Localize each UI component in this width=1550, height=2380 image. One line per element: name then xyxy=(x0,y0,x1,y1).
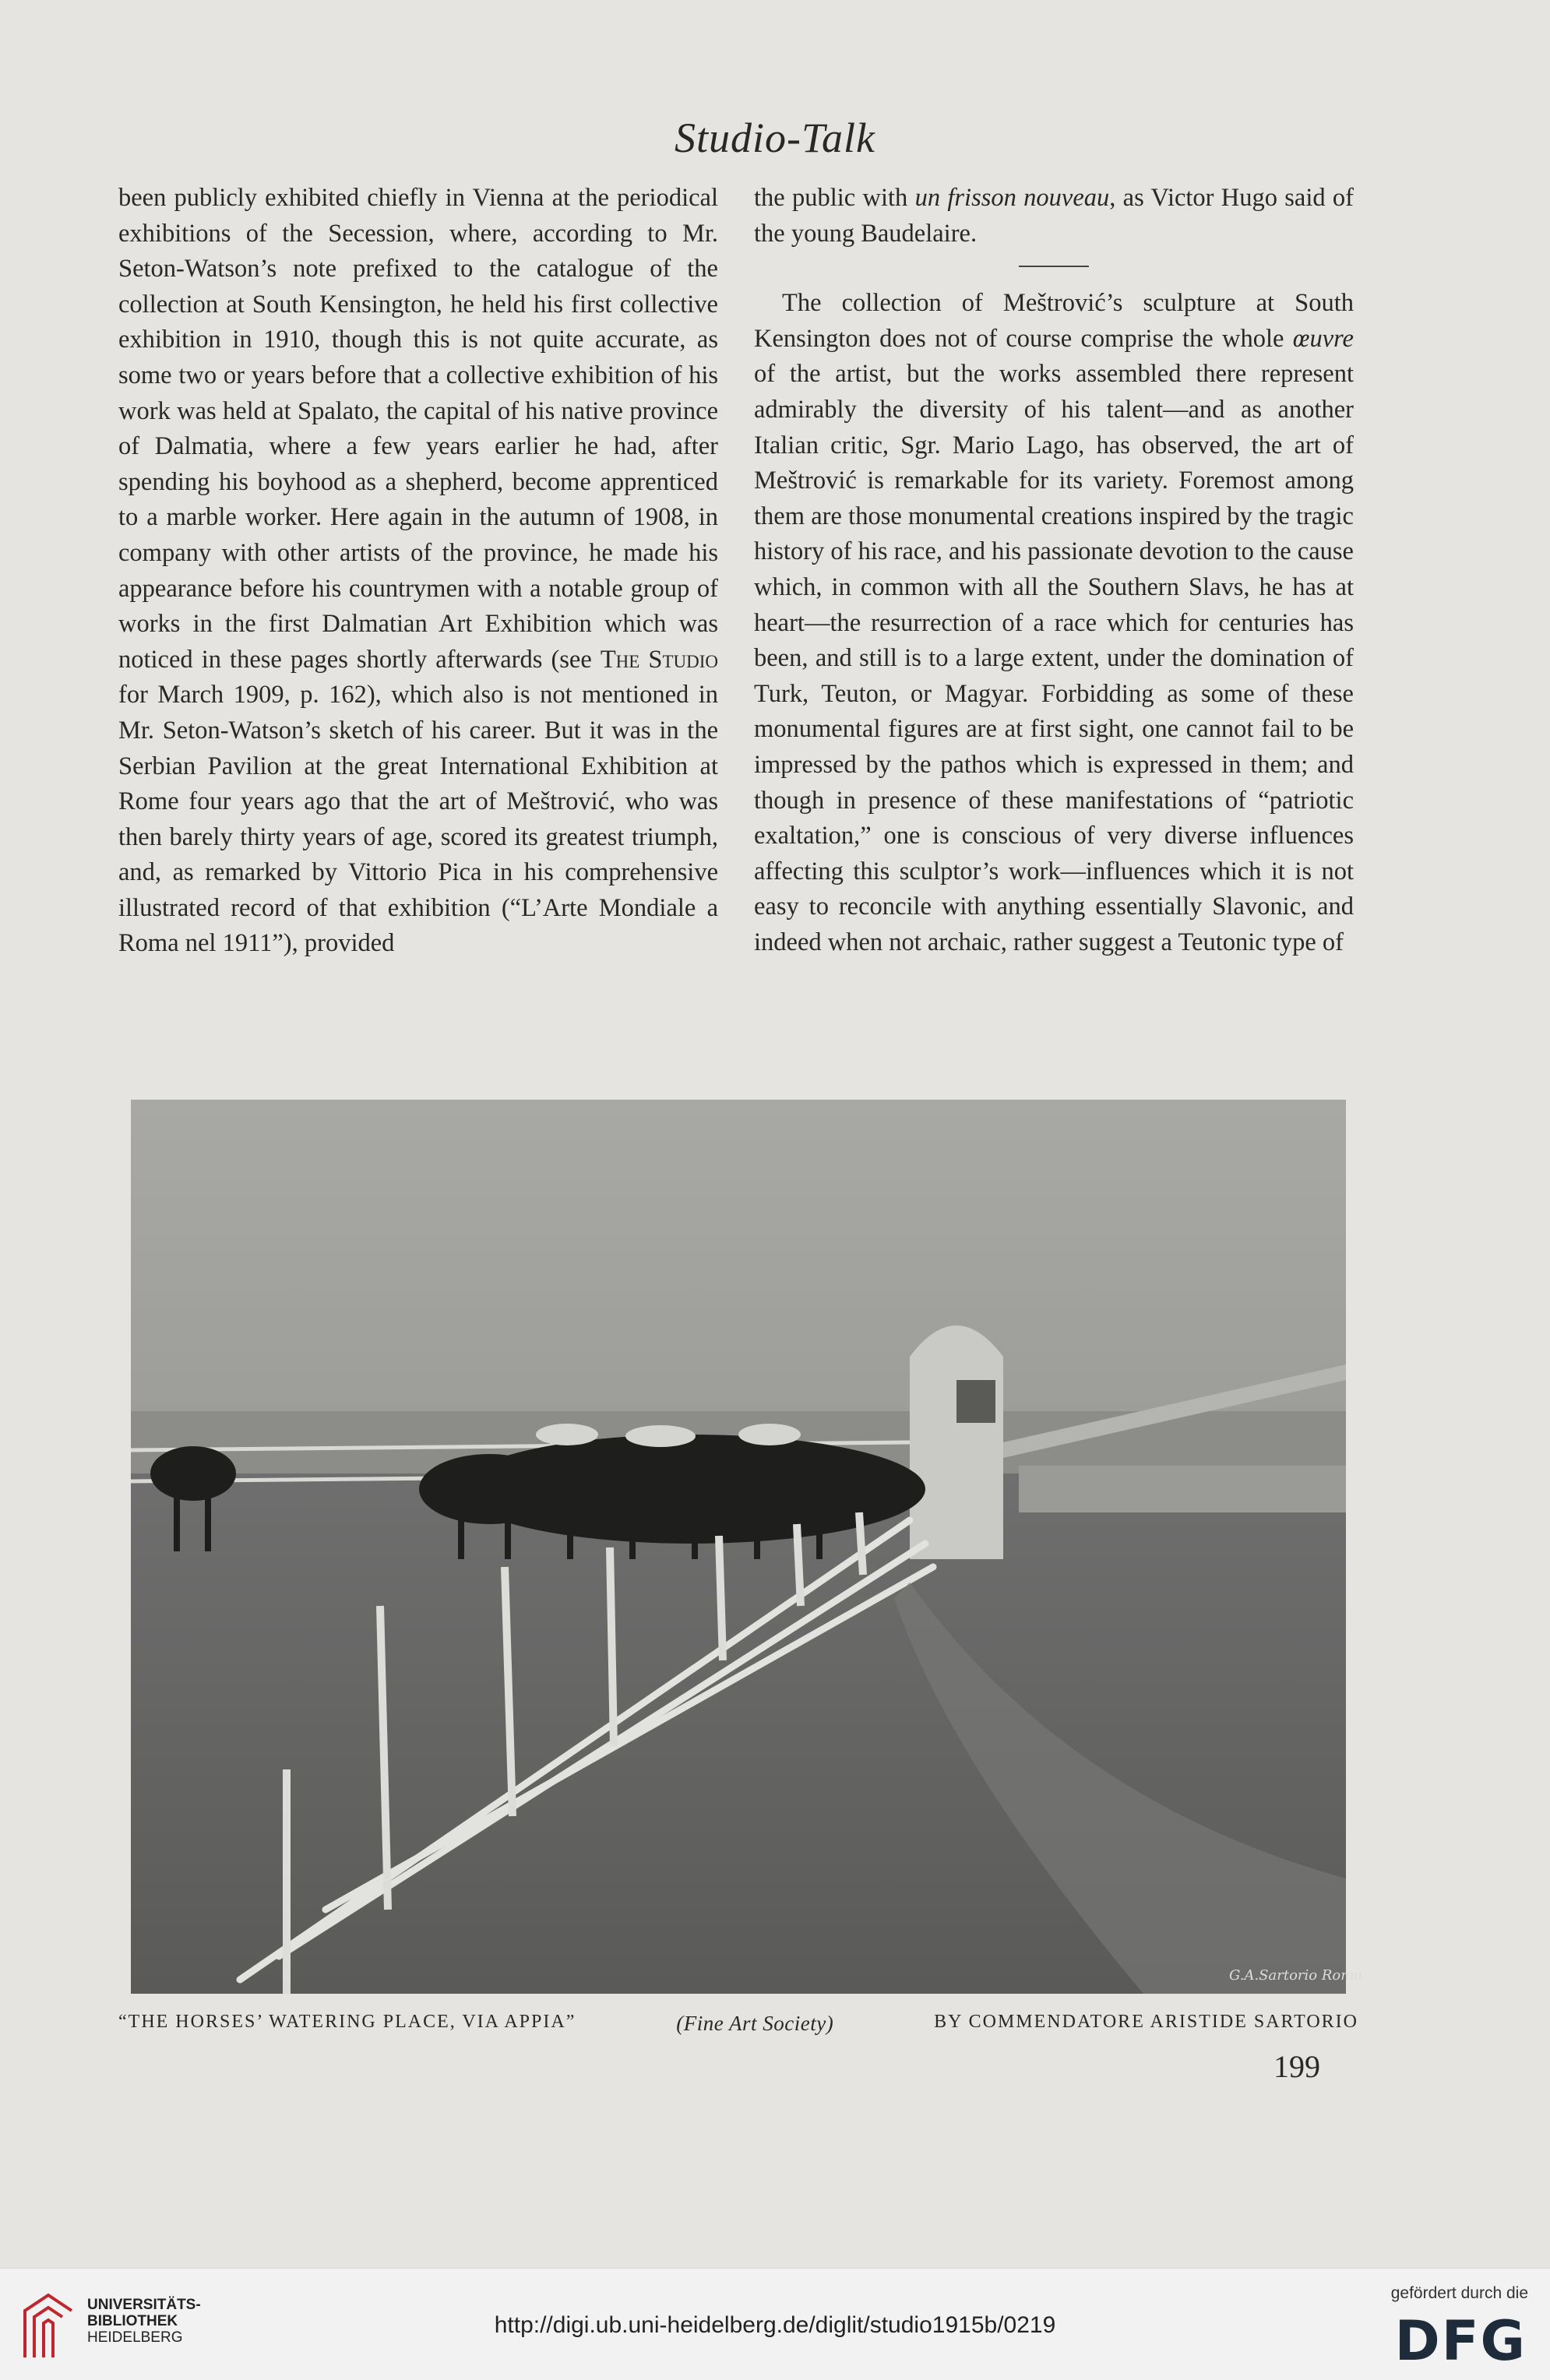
text-run: the public with xyxy=(754,184,915,212)
funding-note: gefördert durch die xyxy=(1390,2284,1528,2302)
institution-line: UNIVERSITÄTS- xyxy=(87,2297,201,2313)
italic-word: œuvre xyxy=(1292,324,1354,353)
italic-phrase: un frisson nouveau xyxy=(914,184,1110,212)
journal-name: The Studio xyxy=(600,645,718,674)
left-paragraph xyxy=(118,181,718,962)
left-paragraph-text: been publicly exhibited chiefly in Vienna at the periodical exhibitions of the Secession, where, according to Mr. Seton-Watson’s note prefixed to the catalogue of the collection at South Kensington, he held his first collective exhibition in 1910, though this is not quite accurate, as some two or years before that a collective exhibition of his work was held at Spalato, the capital of his native province of Dalmatia, where a few years earlier he had, after spending his boyhood as a shepherd, become apprenticed to a marble worker. Here again in the autumn of 1908, in company with other artists of the province, he made his appearance before his countrymen with a notable group of works in the first Dalmatian Art Exhibition which was noticed in these pages shortly afterwards (see xyxy=(118,184,718,674)
digitization-footer xyxy=(0,2268,1550,2380)
text-run: The collection of Meštrović’s sculpture at South Kensington does not of course comprise the whole xyxy=(754,289,1354,353)
left-text-column xyxy=(118,181,718,962)
institution-line: HEIDELBERG xyxy=(87,2329,183,2346)
horses-watering-place-image xyxy=(131,1100,1363,1994)
right-paragraph-2 xyxy=(754,286,1354,960)
page-number: 199 xyxy=(1273,2049,1320,2084)
institution-line: BIBLIOTHEK xyxy=(87,2313,178,2329)
right-paragraph-1 xyxy=(754,181,1354,252)
painting-reproduction xyxy=(131,1100,1363,1994)
caption-artist: BY COMMENDATORE ARISTIDE SARTORIO xyxy=(934,2012,1358,2032)
figure-caption xyxy=(118,2012,1358,2036)
section-divider xyxy=(1019,266,1089,267)
dfg-logo: DFG xyxy=(1394,2309,1527,2373)
text-run: of the artist, but the works assembled there represent admirably the diversity of his talent—and as another Italian critic, Sgr. Mario Lago, has observed, the art of Meštrović is remarkable for its variety. Foremost among them are those monumental creations inspired by the tragic history of his race, and his passionate devotion to the cause which, in common with all the Southern Slavs, he has at heart—the resurrection of a race which for centuries has been, and still is to a large extent, under the domination of Turk, Teuton, or Magyar. Forbidding as some of these monumental figures are at first sight, one cannot fail to be impressed by the pathos which is expressed in them; and though in presence of these manifestations of “patriotic exaltation,” one is conscious of very diverse influences affecting this sculptor’s work—influences which it is not easy to reconcile with anything essentially Slavonic, and indeed when not archaic, rather suggest a Teutonic type of xyxy=(754,360,1354,956)
permalink-url[interactable]: http://digi.ub.uni-heidelberg.de/diglit/studio1915b/0219 xyxy=(494,2312,1056,2338)
left-paragraph-text-continued: for March 1909, p. 162), which also is not mentioned in Mr. Seton-Watson’s sketch of his career. But it was in the Serbian Pavilion at the great International Exhibition at Rome four years ago that the art of Meštrović, who was then barely thirty years of age, scored its greatest triumph, and, as remarked by Vittorio Pica in his comprehensive illustrated record of that exhibition (“L’Arte Mondiale a Roma nel 1911”), provided xyxy=(118,681,718,958)
right-text-column xyxy=(754,181,1354,960)
text-run: , as Victor Hugo said of the young Baudelaire. xyxy=(754,184,1354,248)
caption-source: (Fine Art Society) xyxy=(676,2012,834,2035)
running-head: Studio-Talk xyxy=(674,114,876,161)
caption-title: “THE HORSES’ WATERING PLACE, VIA APPIA” xyxy=(118,2012,576,2032)
artist-signature: G.A.Sartorio Roma xyxy=(1229,1967,1363,1984)
